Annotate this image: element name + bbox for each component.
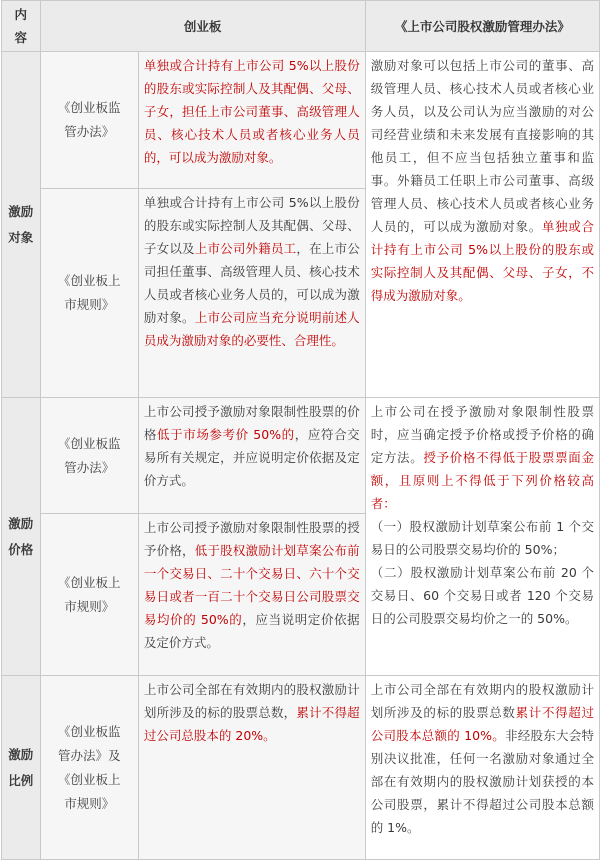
list-item: （二）股权激励计划草案公布前 20 个交易日、60 个交易日或者 120 个交易日的公司股票交易均价之一的 50%。 <box>370 565 594 626</box>
gem-cell <box>138 189 365 398</box>
text-run: 上市公司授予激励对象限制性股票的授予价格， <box>143 520 360 558</box>
source-label: 《创业板上市规则》 <box>40 189 138 398</box>
measures-cell <box>365 52 599 398</box>
gem-cell <box>138 398 365 514</box>
source-label: 《创业板监管办法》及《创业板上市规则》 <box>40 676 138 860</box>
text-run: 非经股东大会特别决议批准，任何一名激励对象通过全部在有效期内的股权激励计划获授的本公司股票，累计不得超过公司股本总额的 1%。 <box>370 728 594 835</box>
list-item: （一）股权激励计划草案公布前 1 个交易日的公司股票交易均价的 50%； <box>370 519 594 557</box>
header-content: 内容 <box>2 1 41 52</box>
gem-cell <box>138 676 365 860</box>
text-run: ，应符合交易所有关规定，并应说明定价依据及定价方式。 <box>143 427 360 488</box>
text-run: 累计不得超过公司股本总额的 10%。 <box>370 705 594 743</box>
text-run: 上市公司全部在有效期内的股权激励计划所涉及的标的股票总数， <box>143 682 360 720</box>
text-run: 上市公司应当充分说明前述人员成为激励对象的必要性、合理性。 <box>143 310 360 348</box>
table-row <box>2 676 600 860</box>
gem-cell <box>138 514 365 676</box>
text-run: ，应当说明定价依据及定价方式。 <box>143 612 360 650</box>
text-run: 上市公司外籍员工 <box>194 241 297 256</box>
text-run: 上市公司全部在有效期内的股权激励计划所涉及的标的股票总数 <box>370 682 594 720</box>
row-label-ratio: 激励比例 <box>2 676 41 860</box>
measures-cell <box>365 398 599 676</box>
header-gem: 创业板 <box>40 1 365 52</box>
text-run: ，在上市公司担任董事、高级管理人员、核心技术人员或者核心业务人员的，可以成为激励对象。 <box>143 241 360 325</box>
comparison-table <box>1 0 600 860</box>
table-header-row <box>2 1 600 52</box>
row-label-target: 激励对象 <box>2 52 41 398</box>
text-run: 单独或合计持有上市公司 5%以上股份的股东或实际控制人及其配偶、父母、子女，担任上市公司董事、高级管理人员、核心技术人员或者核心业务人员的， <box>143 58 360 165</box>
header-measures: 《上市公司股权激励管理办法》 <box>365 1 599 52</box>
text-run: 可以成为激励对象。 <box>168 150 282 165</box>
table-row <box>2 398 600 514</box>
text-run: 上市公司在授予激励对象限制性股票时，应当确定授予价格或授予价格的确定方法。 <box>370 404 594 465</box>
source-label: 《创业板上市规则》 <box>40 514 138 676</box>
text-run: 激励对象可以包括上市公司的董事、高级管理人员、核心技术人员或者核心业务人员，以及公司认为应当激励的对公司经营业绩和未来发展有直接影响的其他员工，但不应当包括独立董事和监事。外籍员工任职上市公司董事、高级管理人员、核心技术人员或者核心业务人员的，可以成为激励对象。 <box>370 58 594 234</box>
gem-cell <box>138 52 365 189</box>
text-run: 上市公司授予激励对象限制性股票的价格 <box>143 404 360 442</box>
text-run: 单独或合计持有上市公司 5%以上股份的股东或实际控制人及其配偶、父母、子女，不得成为激励对象。 <box>370 219 594 303</box>
source-label: 《创业板监管办法》 <box>40 52 138 189</box>
text-run: 授予价格不得低于股票票面金额，且原则上不得低于下列价格较高者： <box>370 450 594 511</box>
text-run: 累计不得超过公司总股本的 20%。 <box>143 705 360 743</box>
text-run: 低于股权激励计划草案公布前一个交易日、二十个交易日、六十个交易日或者一百二十个交易日公司股票交易均价的 50%的 <box>143 543 360 627</box>
table-row <box>2 52 600 189</box>
measures-cell <box>365 676 599 860</box>
source-label: 《创业板监管办法》 <box>40 398 138 514</box>
text-run: 低于市场参考价 50%的 <box>157 427 295 442</box>
row-label-price: 激励价格 <box>2 398 41 676</box>
text-run: 单独或合计持有上市公司 5%以上股份的股东或实际控制人及其配偶、父母、子女以及 <box>143 195 360 256</box>
